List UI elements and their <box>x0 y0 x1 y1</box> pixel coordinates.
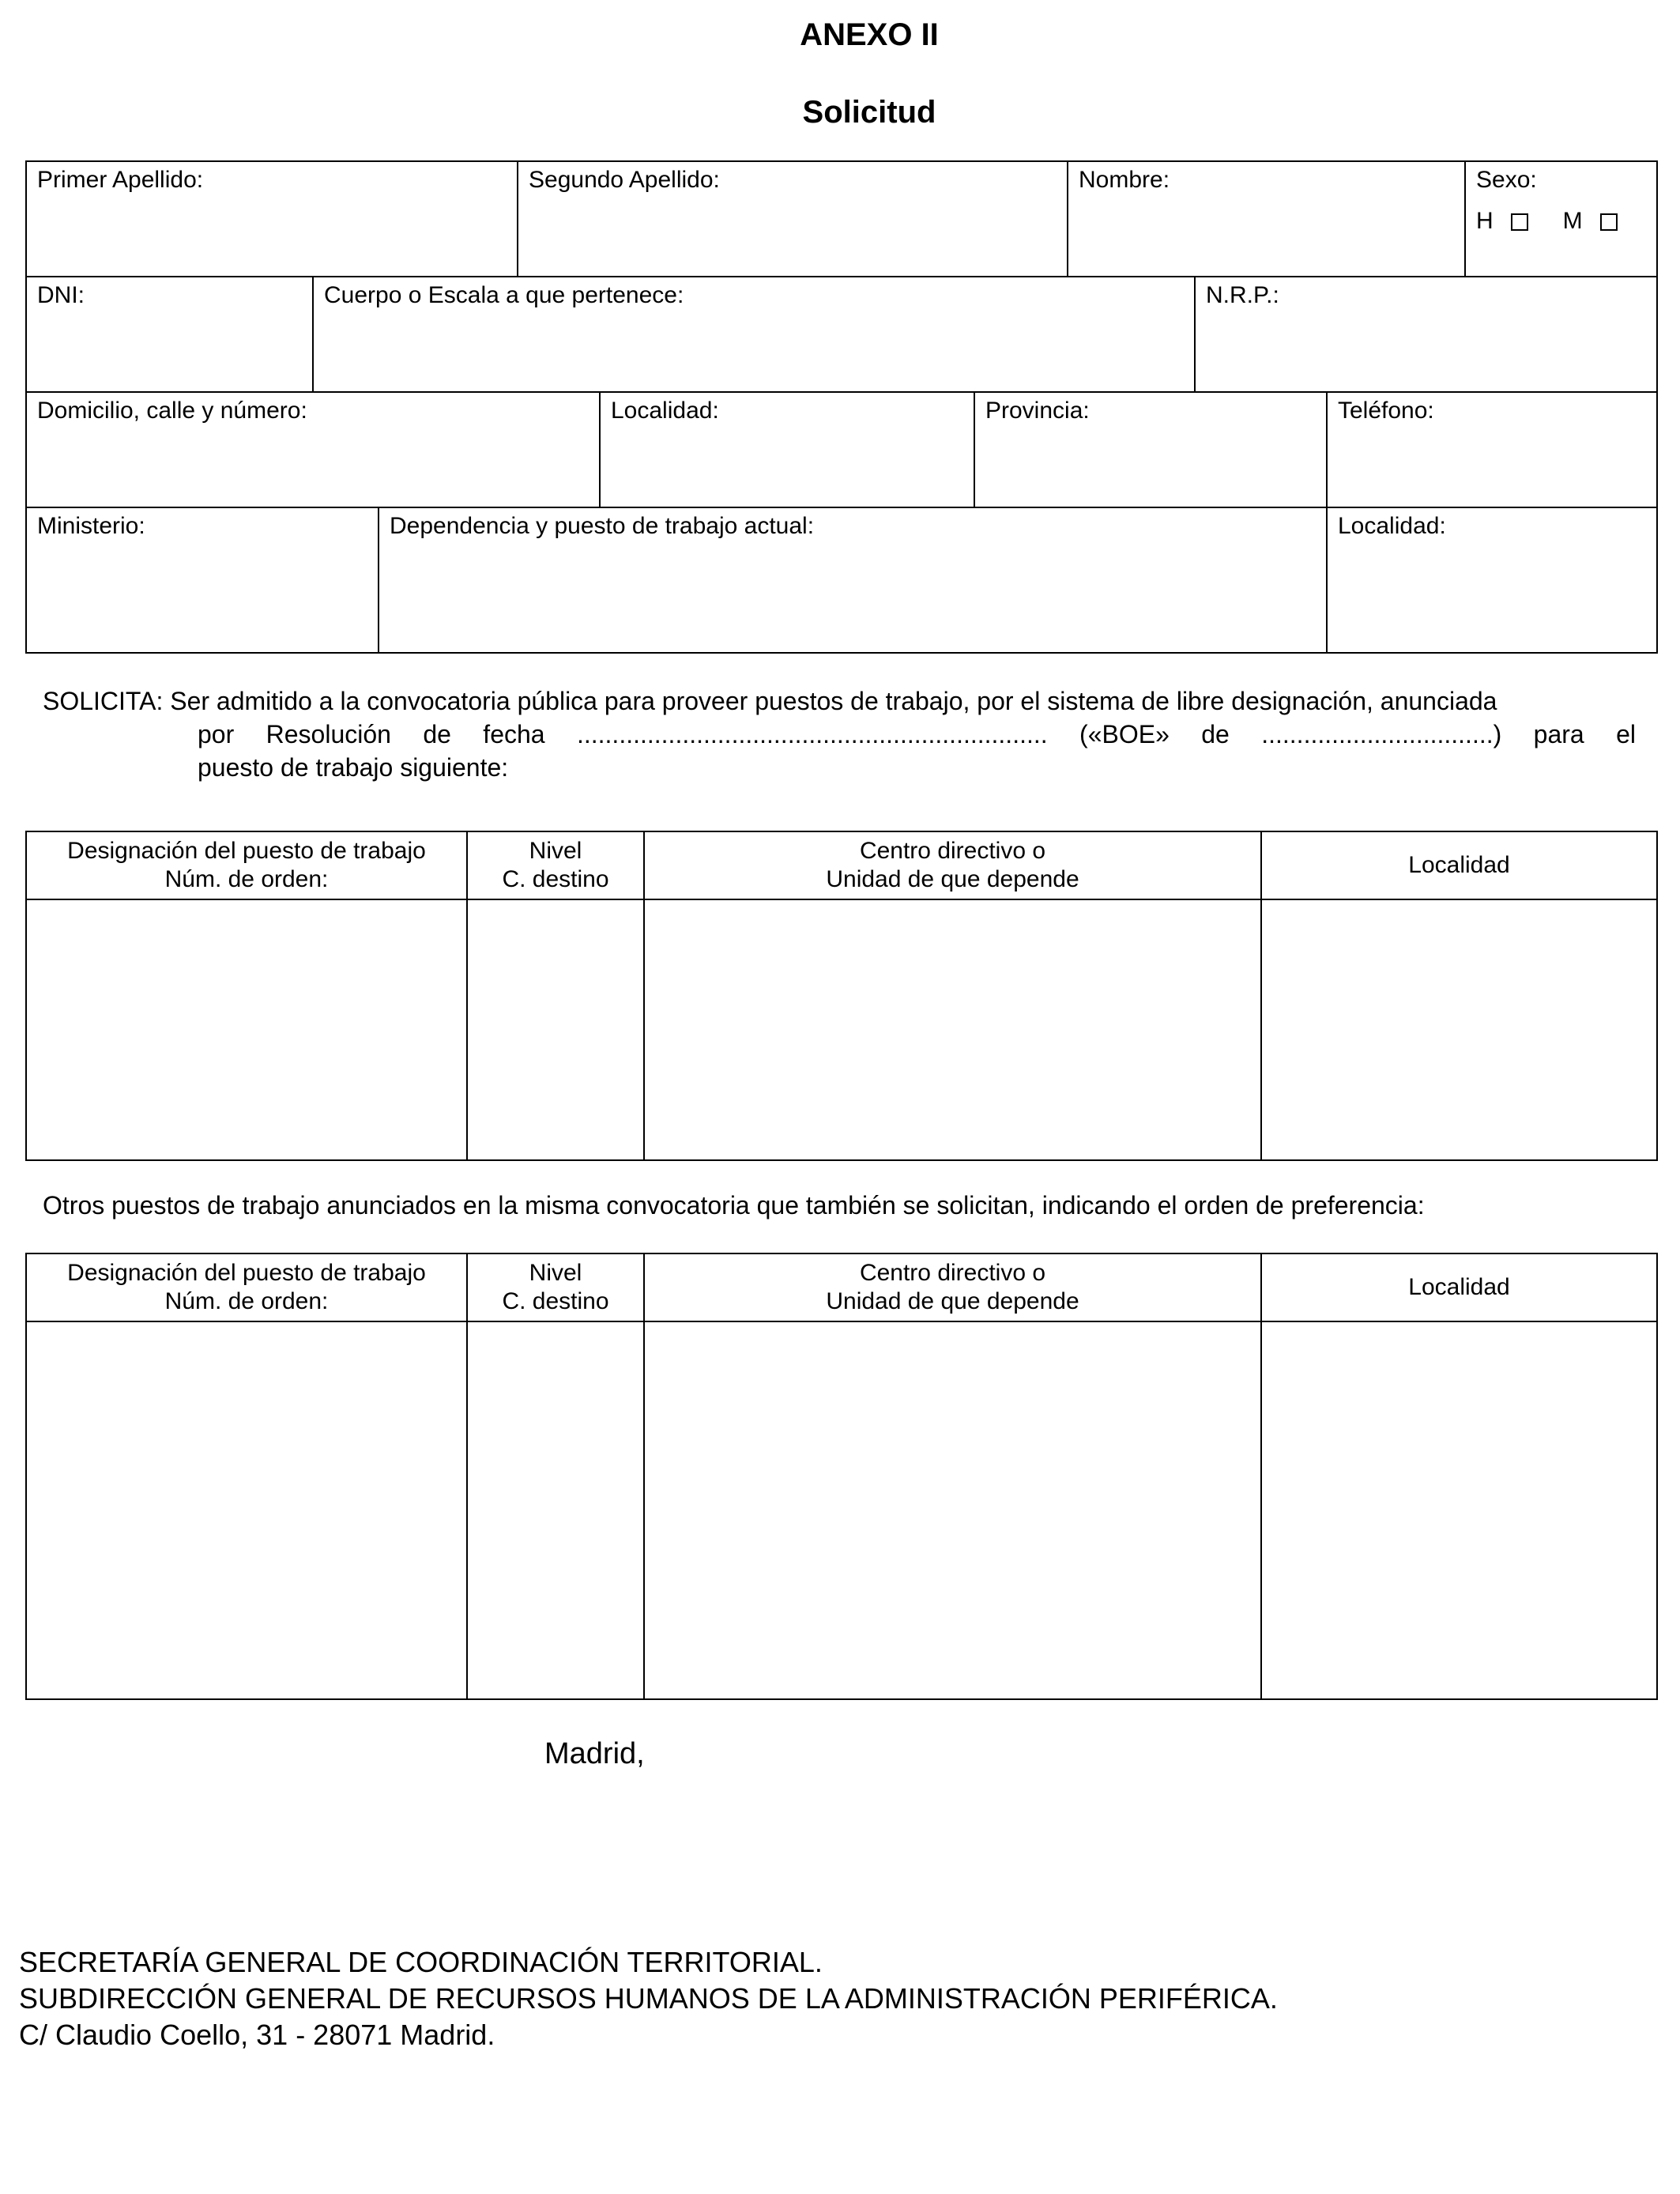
header-centro <box>645 1254 1262 1321</box>
form-row-3 <box>27 393 1656 508</box>
header-nivel <box>468 832 645 899</box>
sexo-label: Sexo: <box>1476 167 1537 193</box>
provincia-field[interactable] <box>975 393 1328 507</box>
header-nivel-line2: C. destino <box>502 1288 609 1314</box>
puesto-table-header <box>27 832 1656 900</box>
segundo-apellido-field[interactable] <box>518 162 1068 276</box>
footer-line-3: C/ Claudio Coello, 31 - 28071 Madrid. <box>19 2019 495 2051</box>
cuerpo-label: Cuerpo o Escala a que pertenece: <box>324 282 684 308</box>
header-nivel-line1: Nivel <box>529 1260 582 1286</box>
puesto-table <box>25 831 1658 1161</box>
sexo-h-label: H <box>1476 208 1494 234</box>
cell-localidad[interactable] <box>1262 1322 1656 1698</box>
ministerio-field[interactable] <box>27 508 379 652</box>
header-centro-line1: Centro directivo o <box>859 1260 1046 1286</box>
localidad-actual-field[interactable] <box>1328 508 1656 652</box>
localidad-field[interactable] <box>601 393 975 507</box>
header-designacion-line1: Designación del puesto de trabajo <box>67 1260 426 1286</box>
header-nivel-line1: Nivel <box>529 838 582 864</box>
header-localidad-text: Localidad <box>1408 1274 1510 1300</box>
madrid-date-line: Madrid, <box>544 1737 645 1770</box>
nombre-field[interactable] <box>1068 162 1466 276</box>
header-localidad-text: Localidad <box>1408 852 1510 878</box>
dependencia-label: Dependencia y puesto de trabajo actual: <box>390 513 815 539</box>
header-centro-line2: Unidad de que depende <box>826 866 1079 892</box>
header-centro <box>645 832 1262 899</box>
provincia-label: Provincia: <box>985 398 1090 424</box>
telefono-label: Teléfono: <box>1338 398 1434 424</box>
solicita-line-1: SOLICITA: Ser admitido a la convocatoria pública para proveer puestos de trabajo, por el sistema de libre designación, anunciada <box>43 687 1497 715</box>
otros-table-body <box>27 1322 1656 1698</box>
cuerpo-field[interactable] <box>314 277 1196 391</box>
domicilio-label: Domicilio, calle y número: <box>37 398 307 424</box>
nrp-field[interactable] <box>1196 277 1656 391</box>
footer-line-2: SUBDIRECCIÓN GENERAL DE RECURSOS HUMANOS DE LA ADMINISTRACIÓN PERIFÉRICA. <box>19 1982 1278 2015</box>
header-localidad <box>1262 1254 1656 1321</box>
header-nivel <box>468 1254 645 1321</box>
sexo-field <box>1466 162 1656 276</box>
footer-line-1: SECRETARÍA GENERAL DE COORDINACIÓN TERRITORIAL. <box>19 1946 823 1978</box>
page-subtitle: Solicitud <box>802 95 936 130</box>
header-nivel-line2: C. destino <box>502 866 609 892</box>
header-localidad <box>1262 832 1656 899</box>
nrp-label: N.R.P.: <box>1206 282 1279 308</box>
header-designacion-line1: Designación del puesto de trabajo <box>67 838 426 864</box>
solicita-line-3: puesto de trabajo siguiente: <box>198 753 509 782</box>
page-title: ANEXO II <box>800 17 939 52</box>
puesto-table-body <box>27 900 1656 1159</box>
sexo-h-checkbox[interactable] <box>1511 213 1528 231</box>
footer-address <box>19 1944 1278 2053</box>
ministerio-label: Ministerio: <box>37 513 145 539</box>
otros-puestos-text: Otros puestos de trabajo anunciados en la misma convocatoria que también se solicitan, indicando el orden de preferencia: <box>43 1191 1425 1220</box>
domicilio-field[interactable] <box>27 393 601 507</box>
solicita-line-2: por Resolución de fecha ................................................................... («BOE» de .................................) para el <box>198 720 1636 748</box>
dni-label: DNI: <box>37 282 85 308</box>
cell-designacion[interactable] <box>27 1322 468 1698</box>
dependencia-field[interactable] <box>379 508 1328 652</box>
telefono-field[interactable] <box>1328 393 1656 507</box>
cell-nivel[interactable] <box>468 900 645 1159</box>
dni-field[interactable] <box>27 277 314 391</box>
personal-data-form <box>25 160 1658 654</box>
header-centro-line2: Unidad de que depende <box>826 1288 1079 1314</box>
cell-localidad[interactable] <box>1262 900 1656 1159</box>
cell-centro[interactable] <box>645 1322 1262 1698</box>
otros-puestos-table <box>25 1253 1658 1700</box>
header-designacion-line2: Núm. de orden: <box>164 866 329 892</box>
sexo-m-checkbox[interactable] <box>1600 213 1618 231</box>
cell-designacion[interactable] <box>27 900 468 1159</box>
header-designacion <box>27 1254 468 1321</box>
form-row-4 <box>27 508 1656 652</box>
sexo-m-label: M <box>1562 208 1583 234</box>
nombre-label: Nombre: <box>1079 167 1170 193</box>
form-row-1 <box>27 162 1656 277</box>
form-row-2 <box>27 277 1656 393</box>
cell-centro[interactable] <box>645 900 1262 1159</box>
header-designacion-line2: Núm. de orden: <box>164 1288 329 1314</box>
header-centro-line1: Centro directivo o <box>859 838 1046 864</box>
otros-table-header <box>27 1254 1656 1322</box>
localidad-actual-label: Localidad: <box>1338 513 1446 539</box>
localidad-label: Localidad: <box>611 398 719 424</box>
primer-apellido-field[interactable] <box>27 162 518 276</box>
segundo-apellido-label: Segundo Apellido: <box>529 167 720 193</box>
header-designacion <box>27 832 468 899</box>
primer-apellido-label: Primer Apellido: <box>37 167 204 193</box>
cell-nivel[interactable] <box>468 1322 645 1698</box>
